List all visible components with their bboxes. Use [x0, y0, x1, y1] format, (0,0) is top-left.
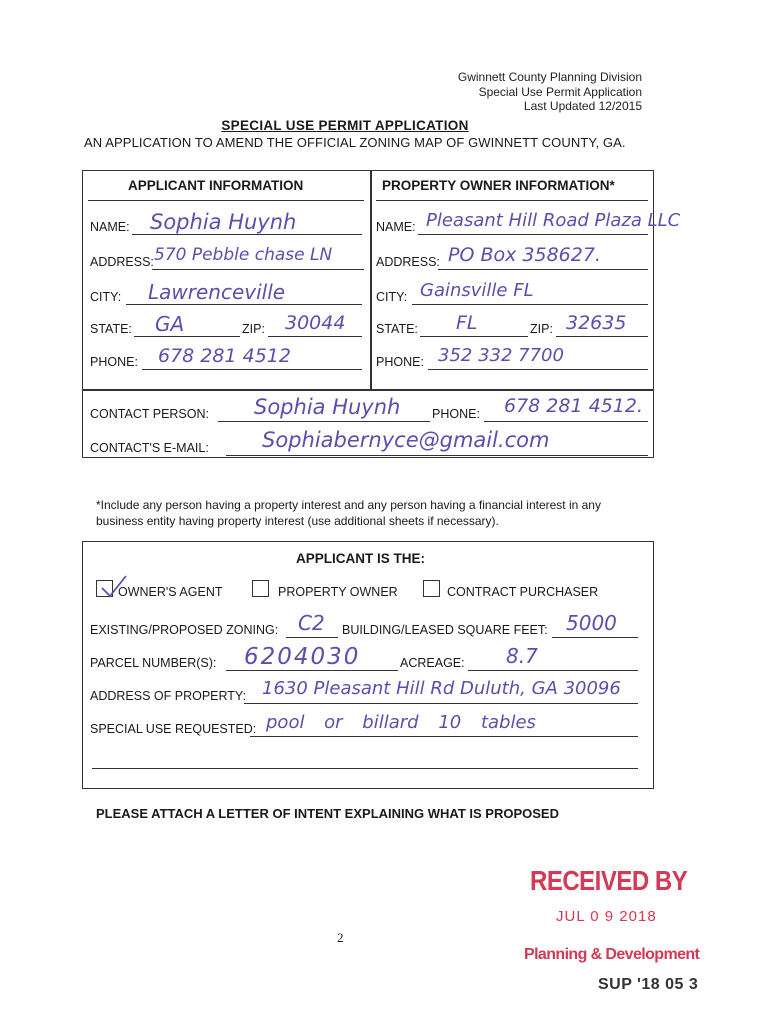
header-updated: Last Updated 12/2015 [523, 99, 642, 113]
contact-email-line [226, 455, 648, 456]
applicant-state-line [134, 336, 240, 337]
owner-phone-line [428, 369, 648, 370]
applicant-zip-line [268, 336, 362, 337]
heading-underline-left [88, 200, 364, 201]
applicant-city-label: CITY: [90, 290, 122, 304]
applicant-name-field[interactable]: Sophia Huynh [150, 210, 297, 234]
zoning-field[interactable]: C2 [298, 611, 325, 635]
applicant-name-label: NAME: [90, 220, 130, 234]
special-use-label: SPECIAL USE REQUESTED: [90, 722, 257, 736]
applicant-state-field[interactable]: GA [155, 312, 185, 336]
page-subtitle: AN APPLICATION TO AMEND THE OFFICIAL ZONING MAP OF GWINNETT COUNTY, GA. [84, 135, 626, 150]
zoning-label: EXISTING/PROPOSED ZONING: [90, 623, 279, 637]
contract-purchaser-checkbox[interactable] [423, 580, 440, 597]
sqft-label: BUILDING/LEASED SQUARE FEET: [342, 623, 548, 637]
contact-email-label: CONTACT'S E-MAIL: [90, 441, 209, 455]
acreage-label: ACREAGE: [400, 656, 465, 670]
stamp-date: JUL 0 9 2018 [556, 908, 657, 925]
contact-person-field[interactable]: Sophia Huynh [254, 395, 401, 419]
applicant-city-field[interactable]: Lawrenceville [148, 280, 286, 304]
contract-purchaser-label: CONTRACT PURCHASER [447, 585, 599, 599]
owners-agent-label: OWNER'S AGENT [118, 585, 223, 599]
owner-zip-field[interactable]: 32635 [566, 312, 627, 334]
applicant-zip-label: ZIP: [242, 322, 265, 336]
contact-phone-label: PHONE: [432, 407, 480, 421]
owner-name-label: NAME: [376, 220, 416, 234]
owner-zip-label: ZIP: [530, 322, 553, 336]
applicant-state-label: STATE: [90, 322, 132, 336]
acreage-line [468, 670, 638, 671]
owner-state-field[interactable]: FL [456, 312, 478, 334]
applicant-address-line [152, 269, 364, 270]
footnote-line-2: business entity having property interest (use additional sheets if necessary). [96, 514, 499, 528]
applicant-name-line [132, 234, 362, 235]
owner-phone-field[interactable]: 352 332 7700 [438, 345, 564, 366]
owner-name-field[interactable]: Pleasant Hill Road Plaza LLC [426, 210, 681, 231]
stamp-received-by: RECEIVED BY [530, 866, 688, 898]
applicant-phone-line [142, 369, 362, 370]
box-divider-vertical [370, 170, 372, 390]
property-address-field[interactable]: 1630 Pleasant Hill Rd Duluth, GA 30096 [262, 678, 621, 699]
footnote [96, 497, 601, 529]
owner-address-line [438, 269, 648, 270]
contact-person-line [218, 421, 430, 422]
owner-phone-label: PHONE: [376, 355, 424, 369]
owner-city-label: CITY: [376, 290, 408, 304]
property-owner-label: PROPERTY OWNER [278, 585, 398, 599]
applicant-phone-field[interactable]: 678 281 4512 [158, 345, 291, 367]
stamp-code: SUP '18 05 3 [598, 976, 699, 993]
owner-zip-line [556, 336, 648, 337]
acreage-field[interactable]: 8.7 [506, 644, 538, 668]
property-owner-checkbox[interactable] [252, 580, 269, 597]
owner-city-field[interactable]: Gainsville FL [420, 280, 534, 301]
sqft-field[interactable]: 5000 [566, 611, 617, 635]
parcel-label: PARCEL NUMBER(S): [90, 656, 217, 670]
applicant-city-line [126, 304, 362, 305]
applicant-is-heading: APPLICANT IS THE: [296, 551, 426, 566]
heading-underline-right [376, 200, 648, 201]
owner-heading: PROPERTY OWNER INFORMATION* [382, 178, 615, 193]
contact-phone-field[interactable]: 678 281 4512. [504, 395, 644, 417]
page-title: SPECIAL USE PERMIT APPLICATION [221, 118, 469, 133]
property-address-line [244, 703, 638, 704]
header-division: Gwinnett County Planning Division [457, 70, 642, 84]
parcel-field[interactable]: 6204030 [244, 644, 361, 670]
footnote-line-1: *Include any person having a property interest and any person having a financial interest in any [96, 498, 601, 512]
contact-person-label: CONTACT PERSON: [90, 407, 209, 421]
owner-address-label: ADDRESS: [376, 255, 440, 269]
zoning-line [286, 637, 338, 638]
letter-of-intent-note: PLEASE ATTACH A LETTER OF INTENT EXPLAINING WHAT IS PROPOSED [96, 806, 559, 821]
owner-state-line [420, 336, 528, 337]
contact-email-field[interactable]: Sophiabernyce@gmail.com [262, 428, 550, 452]
owner-name-line [418, 234, 648, 235]
parcel-line [226, 670, 398, 671]
stamp-department: Planning & Development [524, 946, 700, 963]
special-use-extra-line [92, 768, 638, 769]
box-divider-horizontal [82, 389, 654, 391]
owner-state-label: STATE: [376, 322, 418, 336]
page-number: 2 [337, 930, 344, 945]
applicant-heading: APPLICANT INFORMATION [128, 178, 304, 193]
applicant-zip-field[interactable]: 30044 [285, 312, 346, 334]
property-address-label: ADDRESS OF PROPERTY: [90, 689, 247, 703]
applicant-address-label: ADDRESS: [90, 255, 154, 269]
owner-address-field[interactable]: PO Box 358627. [448, 244, 601, 266]
sqft-line [552, 637, 638, 638]
applicant-phone-label: PHONE: [90, 355, 138, 369]
contact-phone-line [484, 421, 648, 422]
owner-city-line [412, 304, 648, 305]
applicant-address-field[interactable]: 570 Pebble chase LN [154, 245, 333, 265]
document-header [458, 70, 642, 114]
special-use-field[interactable]: pool or billard 10 tables [266, 712, 536, 733]
special-use-line [250, 736, 638, 737]
header-form-name: Special Use Permit Application [478, 84, 642, 99]
received-stamp [530, 866, 688, 898]
